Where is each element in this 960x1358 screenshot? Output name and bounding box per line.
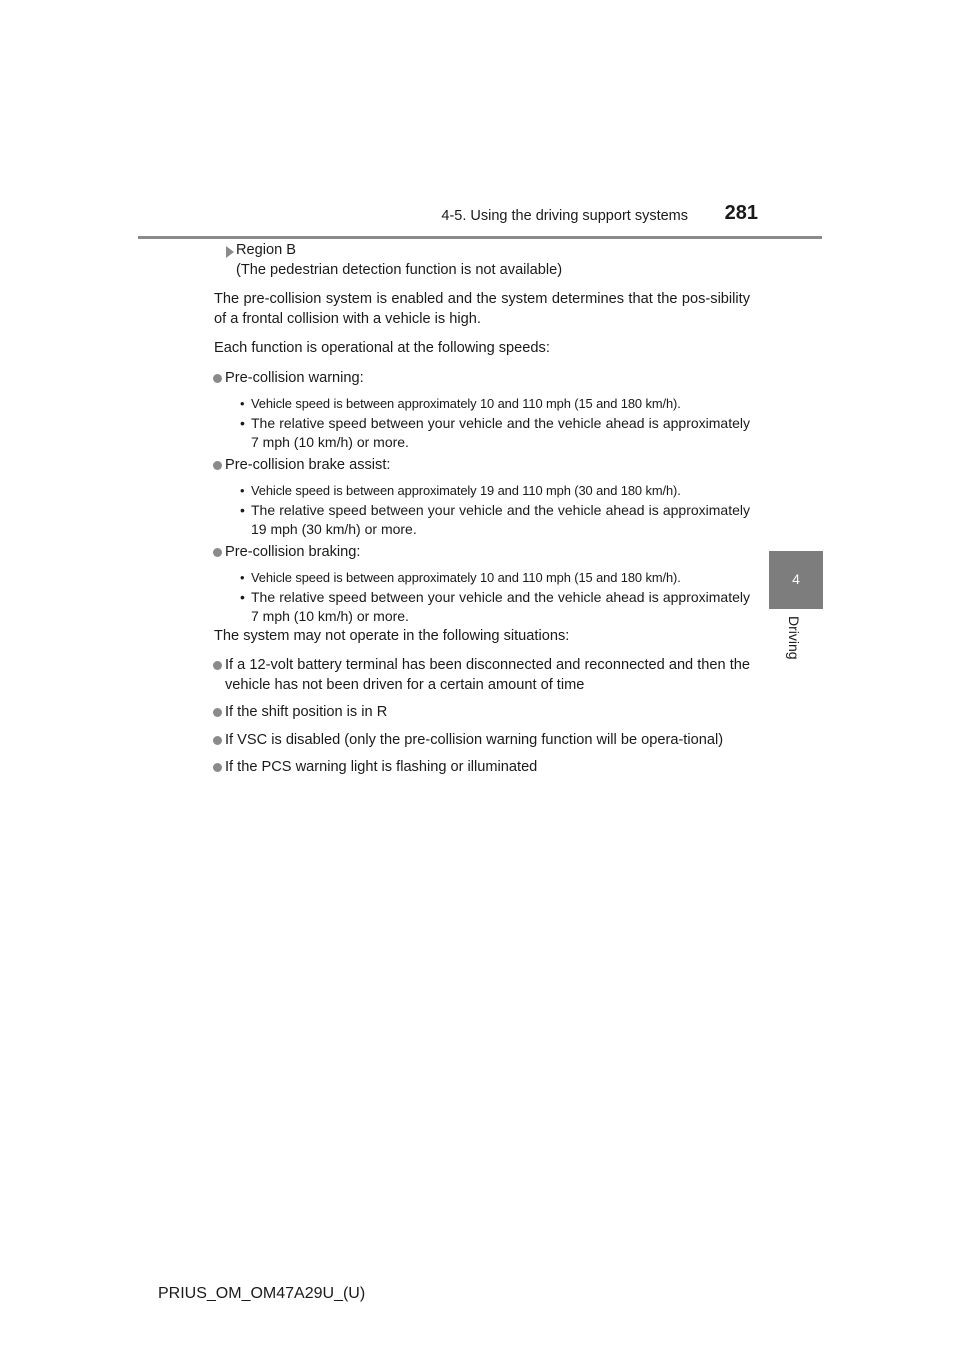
paragraph-enabled: The pre-collision system is enabled and the system determines that the pos-sibility of a frontal collision with a vehicle is high. xyxy=(214,291,750,327)
function-name: Pre-collision brake assist: xyxy=(225,456,391,473)
bullet-dot-icon xyxy=(213,708,222,717)
bullet-dot-icon xyxy=(213,763,222,772)
region-subtitle: (The pedestrian detection function is not available) xyxy=(236,261,563,278)
bullet-dot-icon xyxy=(213,548,222,557)
bullet-dot-icon: • xyxy=(240,396,245,411)
bullet-dot-icon: • xyxy=(240,588,245,605)
function-item xyxy=(214,369,750,389)
condition-item: • Vehicle speed is between approximately 10 and 110 mph (15 and 180 km/h). xyxy=(214,394,750,414)
page-header xyxy=(138,200,822,239)
bullet-dot-icon: • xyxy=(240,414,245,431)
paragraph-situations: The system may not operate in the following situations: xyxy=(214,627,570,644)
function-conditions xyxy=(214,394,750,453)
situation-item: If a 12-volt battery terminal has been disconnected and reconnected and then the vehicle has not been driven for a certain amount of time xyxy=(214,656,750,695)
section-title: 4-5. Using the driving support systems xyxy=(441,208,688,224)
condition-item: • Vehicle speed is between approximately 19 and 110 mph (30 and 180 km/h). xyxy=(214,481,750,501)
paragraph-speeds: Each function is operational at the following speeds: xyxy=(214,340,550,356)
bullet-dot-icon: • xyxy=(240,483,245,498)
function-conditions xyxy=(214,568,750,627)
region-title: Region B xyxy=(236,242,297,258)
chapter-tab xyxy=(769,551,823,609)
triangle-marker-icon xyxy=(226,246,234,258)
bullet-dot-icon xyxy=(213,661,222,670)
page-content xyxy=(214,241,750,784)
page-number: 281 xyxy=(724,202,758,224)
situation-item: If VSC is disabled (only the pre-collision warning function will be opera-tional) xyxy=(214,731,750,751)
bullet-dot-icon: • xyxy=(240,570,245,585)
condition-item: • The relative speed between your vehicle and the vehicle ahead is approximately 7 mph (10 km/h) or more. xyxy=(240,414,750,450)
situation-item: If the shift position is in R xyxy=(214,703,750,723)
situation-item: If the PCS warning light is flashing or illuminated xyxy=(214,758,750,778)
function-name: Pre-collision warning: xyxy=(225,369,364,386)
bullet-dot-icon: • xyxy=(240,501,245,518)
document-code: PRIUS_OM_OM47A29U_(U) xyxy=(158,1285,366,1302)
condition-item: • Vehicle speed is between approximately 10 and 110 mph (15 and 180 km/h). xyxy=(214,568,750,588)
function-conditions xyxy=(214,481,750,540)
function-item xyxy=(214,456,750,476)
chapter-label: Driving xyxy=(786,616,802,660)
region-heading xyxy=(214,241,750,280)
bullet-dot-icon xyxy=(213,461,222,470)
chapter-number: 4 xyxy=(792,571,800,587)
bullet-dot-icon xyxy=(213,374,222,383)
bullet-dot-icon xyxy=(213,736,222,745)
condition-item: • The relative speed between your vehicle and the vehicle ahead is approximately 7 mph (10 km/h) or more. xyxy=(240,588,750,624)
condition-item: • The relative speed between your vehicle and the vehicle ahead is approximately 19 mph (30 km/h) or more. xyxy=(240,501,750,537)
function-name: Pre-collision braking: xyxy=(225,543,361,560)
function-item xyxy=(214,543,750,563)
